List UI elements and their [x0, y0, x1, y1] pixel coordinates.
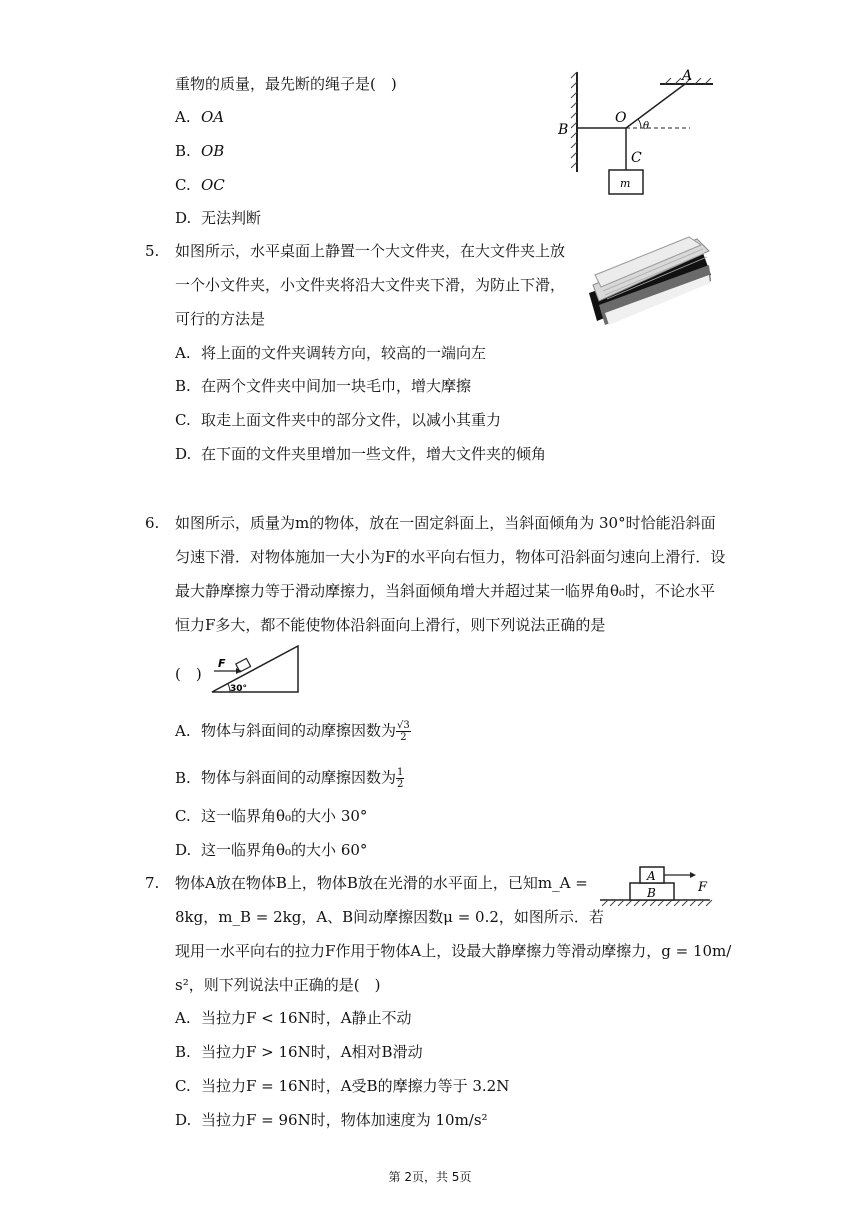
page-footer: 第 2页，共 5页	[388, 1170, 472, 1184]
q4-label-b: B	[558, 122, 569, 138]
q6-answer-paren: ( )	[175, 665, 202, 683]
q5-option-b[interactable]: B. 在两个文件夹中间加一块毛巾，增大摩擦	[175, 377, 472, 395]
q5-option-c[interactable]: C. 取走上面文件夹中的部分文件，以减小其重力	[175, 411, 502, 429]
q6-option-d[interactable]: D. 这一临界角θ₀的大小 60°	[175, 841, 368, 859]
q7-label-a: A	[647, 869, 656, 883]
q5-stem-line-1: 如图所示，水平桌面上静置一个大文件夹，在大文件夹上放	[175, 242, 566, 260]
q4-option-c[interactable]: C. OC	[175, 176, 225, 194]
q7-stem-line-1: 物体A放在物体B上，物体B放在光滑的水平面上，已知m_A =	[175, 874, 588, 892]
q7-blocks-diagram	[598, 862, 718, 912]
q4-option-d[interactable]: D. 无法判断	[175, 209, 262, 227]
q5-number: 5.	[145, 242, 160, 260]
q5-folders-photo	[585, 235, 715, 330]
q7-option-a[interactable]: A. 当拉力F < 16N时，A静止不动	[175, 1009, 412, 1027]
q4-label-o: O	[615, 110, 627, 126]
q7-label-b: B	[647, 886, 656, 900]
q6-option-b-fraction: $\frac{1}{2}$	[397, 767, 404, 790]
q4-label-c: C	[631, 150, 642, 166]
q4-option-b[interactable]: B. OB	[175, 142, 225, 160]
q4-rope-diagram	[555, 62, 715, 202]
q5-stem-line-2: 一个小文件夹，小文件夹将沿大文件夹下滑，为防止下滑，	[175, 276, 566, 294]
q4-stem-tail: 重物的质量，最先断的绳子是( )	[175, 75, 397, 93]
q7-option-b[interactable]: B. 当拉力F > 16N时，A相对B滑动	[175, 1043, 423, 1061]
q7-label-f: F	[698, 880, 708, 895]
q7-stem-line-4: s²，则下列说法中正确的是( )	[175, 976, 381, 994]
q6-incline-diagram	[210, 642, 302, 696]
q7-stem-line-3: 现用一水平向右的拉力F作用于物体A上，设最大静摩擦力等滑动摩擦力，g = 10m/	[175, 942, 732, 960]
q4-label-m: m	[620, 177, 631, 190]
q5-stem-line-3: 可行的方法是	[175, 310, 266, 328]
q5-option-d[interactable]: D. 在下面的文件夹里增加一些文件，增大文件夹的倾角	[175, 445, 547, 463]
q7-number: 7.	[145, 874, 160, 892]
q6-stem-line-2: 匀速下滑．对物体施加一大小为F的水平向右恒力，物体可沿斜面匀速向上滑行．设	[175, 548, 726, 566]
q7-option-d[interactable]: D. 当拉力F = 96N时，物体加速度为 10m/s²	[175, 1111, 488, 1129]
q6-option-a[interactable]: A. 物体与斜面间的动摩擦因数为 $\frac{√3}{2}$	[175, 720, 410, 743]
q6-option-c[interactable]: C. 这一临界角θ₀的大小 30°	[175, 807, 368, 825]
q6-option-b[interactable]: B. 物体与斜面间的动摩擦因数为 $\frac{1}{2}$	[175, 767, 404, 790]
q6-label-angle: 30°	[230, 684, 248, 694]
q4-label-a: A	[682, 68, 693, 84]
q6-stem-line-3: 最大静摩擦力等于滑动摩擦力，当斜面倾角增大并超过某一临界角θ₀时，不论水平	[175, 582, 716, 600]
q6-stem-line-4: 恒力F多大，都不能使物体沿斜面向上滑行，则下列说法正确的是	[175, 616, 606, 634]
q4-option-a[interactable]: A. OA	[175, 108, 225, 126]
q6-stem-line-1: 如图所示，质量为m的物体，放在一固定斜面上，当斜面倾角为 30°时恰能沿斜面	[175, 514, 716, 532]
q4-label-theta: θ	[643, 121, 650, 132]
q6-option-a-fraction: $\frac{√3}{2}$	[397, 720, 410, 743]
q5-option-a[interactable]: A. 将上面的文件夹调转方向，较高的一端向左	[175, 344, 487, 362]
q6-number: 6.	[145, 514, 160, 532]
q7-stem-line-2: 8kg，m_B = 2kg，A、B间动摩擦因数μ = 0.2，如图所示．若	[175, 908, 604, 926]
q7-option-c[interactable]: C. 当拉力F = 16N时，A受B的摩擦力等于 3.2N	[175, 1077, 510, 1095]
q6-label-f: F	[218, 657, 226, 670]
